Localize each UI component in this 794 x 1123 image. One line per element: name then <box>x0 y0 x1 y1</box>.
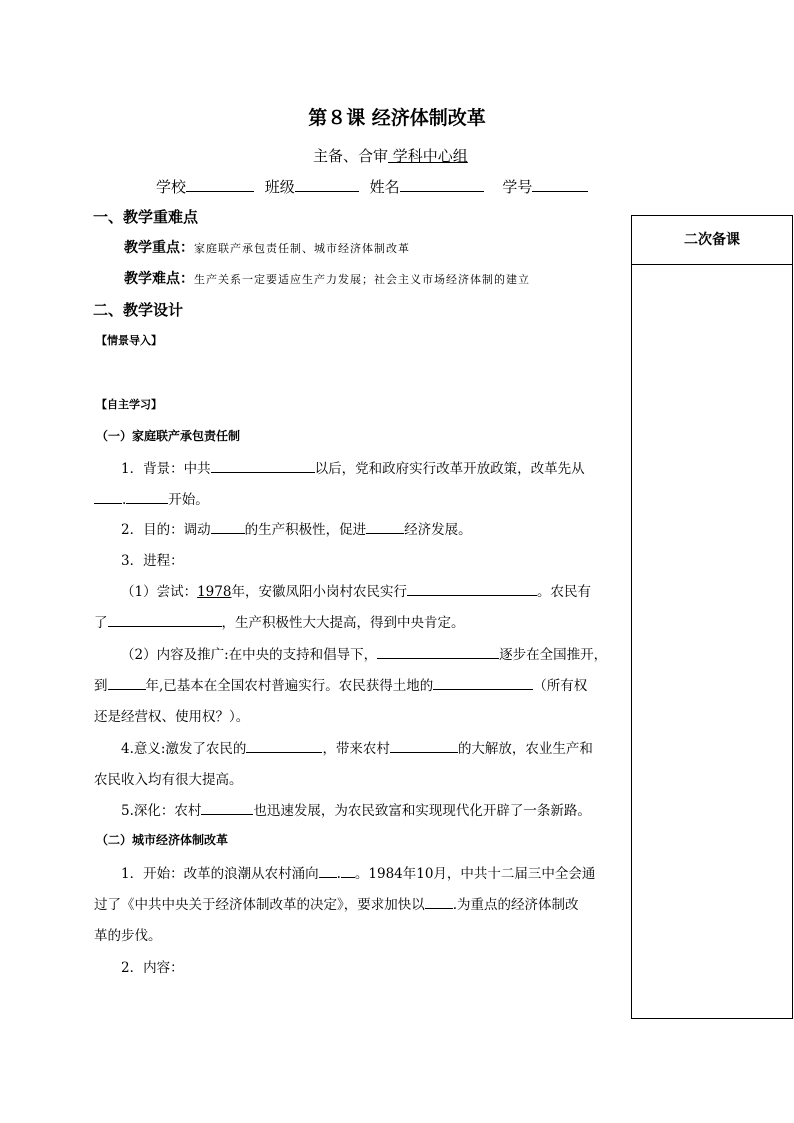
background-line: 1．背景：中共 以后，党和政府实行改革开放政策，改革先从 <box>121 461 585 477</box>
process-heading: 3．进程： <box>121 553 184 569</box>
section-heading-2: 二、教学设计 <box>93 301 184 319</box>
name-label: 姓名 <box>369 178 400 196</box>
student-info-line <box>156 176 594 197</box>
deepening-line: 5.深化：农村 也迅速发展，为农民致富和实现现代化开辟了一条新路。 <box>121 803 591 819</box>
self-study-label: 【自主学习】 <box>96 398 162 411</box>
subsection-1-heading: （一）家庭联产承包责任制 <box>96 429 241 443</box>
class-label: 班级 <box>264 178 295 196</box>
blank <box>94 491 122 504</box>
blank <box>201 802 253 815</box>
secondary-prep-box <box>631 215 793 1019</box>
blank <box>390 740 458 753</box>
preparers-line <box>313 145 468 166</box>
blank <box>433 677 533 690</box>
key-points-text: 家庭联产承包责任制、城市经济体制改革 <box>194 242 410 255</box>
blank <box>377 646 499 659</box>
subsection-2-heading: （二）城市经济体制改革 <box>96 833 229 847</box>
significance-line-cont: 农民收入均有很大提高。 <box>94 772 243 788</box>
blank <box>425 896 453 909</box>
blank <box>341 865 355 878</box>
difficult-points-line <box>124 268 530 288</box>
blank <box>108 677 146 690</box>
purpose-line: 2．目的：调动 的生产积极性，促进 经济发展。 <box>121 522 472 538</box>
promotion-line-cont: 到 年,已基本在全国农村普遍实行。农民获得土地的 （所有权 <box>94 678 588 694</box>
secondary-prep-header: 二次备课 <box>632 216 792 265</box>
blank <box>211 521 245 534</box>
preparers-value: 学科中心组 <box>388 147 468 165</box>
blank <box>366 521 404 534</box>
key-points-line <box>124 237 410 257</box>
key-points-label: 教学重点： <box>124 240 194 256</box>
class-blank <box>295 177 359 192</box>
school-label: 学校 <box>156 178 187 196</box>
page-title: 第８课 经济体制改革 <box>308 107 486 129</box>
student-id-label: 学号 <box>502 178 533 196</box>
school-blank <box>186 177 254 192</box>
promotion-line-cont-2: 还是经营权、使用权？）。 <box>94 709 250 725</box>
blank <box>407 583 537 596</box>
intro-label: 【情景导入】 <box>96 334 162 347</box>
difficult-points-text: 生产关系一定要适应生产力发展；社会主义市场经济体制的建立 <box>194 273 530 286</box>
blank <box>108 614 222 627</box>
student-id-blank <box>532 177 588 192</box>
start-line: 1．开始：改革的浪潮从农村涌向 . 。1984年10月，中共十二届三中全会通 <box>121 866 596 882</box>
section-heading-1: 一、教学重难点 <box>93 208 199 226</box>
blank <box>246 740 322 753</box>
content-heading: 2．内容： <box>121 960 184 976</box>
name-blank <box>400 177 484 192</box>
blank <box>211 460 315 473</box>
start-line-cont: 过了《中共中央关于经济体制改革的决定》，要求加快以 .为重点的经济体制改 <box>94 897 579 913</box>
blank <box>319 865 337 878</box>
start-line-cont-2: 革的步伐。 <box>94 928 162 944</box>
significance-line: 4.意义:激发了农民的 ，带来农村 的大解放，农业生产和 <box>121 741 593 757</box>
difficult-points-label: 教学难点： <box>124 271 194 287</box>
promotion-line: （2）内容及推广:在中央的支持和倡导下， 逐步在全国推开， <box>121 647 608 663</box>
blank <box>126 491 168 504</box>
background-line-cont: . 开始。 <box>94 488 209 508</box>
preparers-label: 主备、合审 <box>313 147 389 165</box>
trial-line: （1）尝试：1978年，安徽凤阳小岗村农民实行 。农民有 <box>121 584 591 600</box>
trial-line-cont: 了 ，生产积极性大大提高，得到中央肯定。 <box>94 615 465 631</box>
